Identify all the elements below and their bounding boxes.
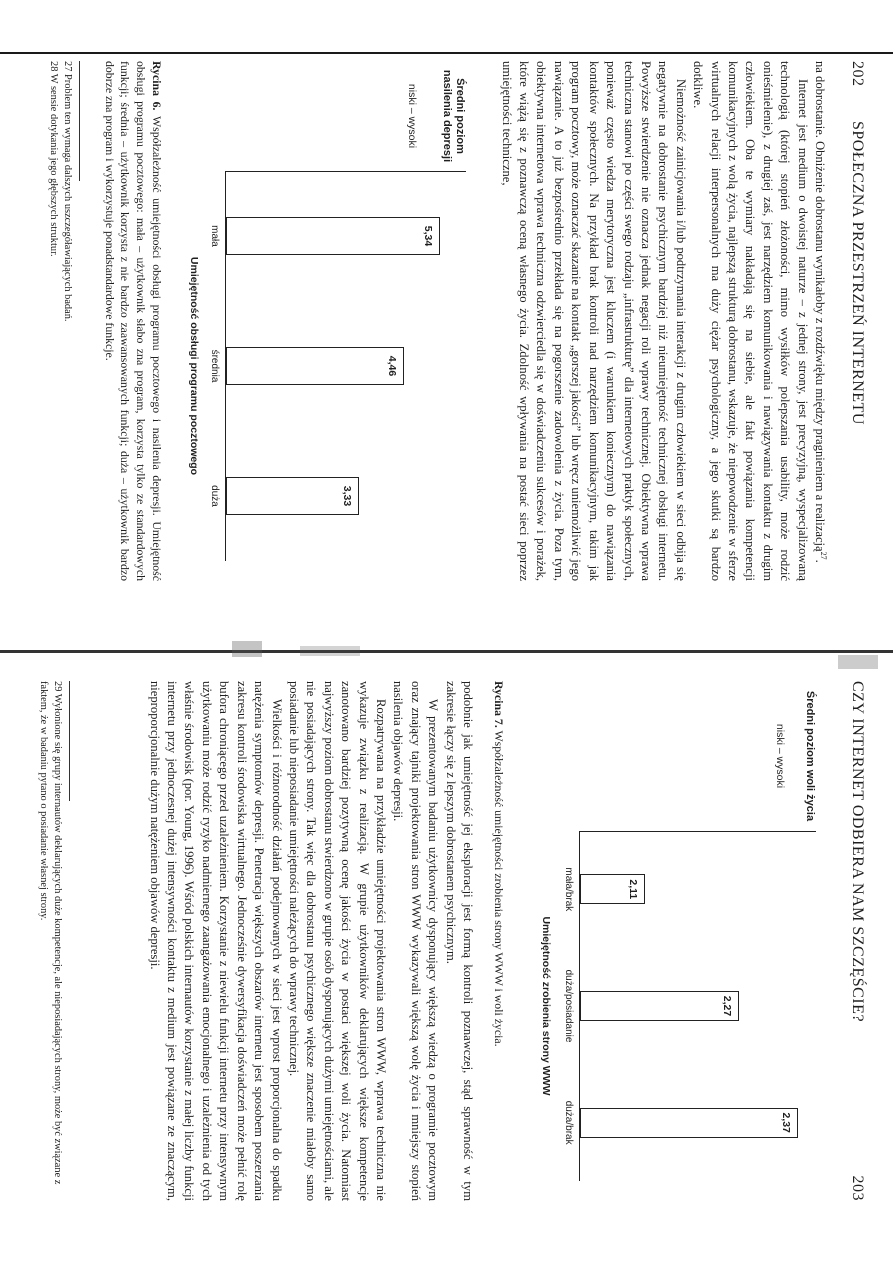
bar bbox=[580, 991, 739, 1021]
page-202 bbox=[16, 21, 876, 621]
paragraph: Internet jest medium o dwoistej naturze – z jednej strony, jest precyzyjną, wyspecjalizowaną technologią (której stopień złożoności, mimo wysiłków polepszania usability, może rodzić onieśmielenie), z drugiej zaś, jest narzędziem komunikowania i nawiązywania kontaktu z drugim człowiekiem. Oba te wymiary nakładają się na siebie, ale fakt powiązania kompetencji komunikacyjnych z wolą życia, najlepszą strukturą dobrostanu, wskazuje, że niepowodzenie w sferze wirtualnych relacji interpersonalnych ma duży ciężar psychologiczny, a jego skutki są bardzo dotkliwe. bbox=[691, 61, 810, 581]
paragraph: Wielkości i różnorodność działań podejmowanych w sieci jest wprost proporcjonalna do spadku natężenia symptomów depresji. Penetracja większych obszarów internetu jest sposobem poszerzania zakresu kontroli środowiska wirtualnego. Jednocześnie dywersyfikacja doświadczeń może pełnić rolę bufora chroniącego przed uzależnieniem. Korzystanie z niewielu funkcji internetu przy intensywnym użytkowaniu może rodzić ryzyko nadmiernego zaangażowania emocjonalnego i uzależnienia od tych właśnie środowisk (por. Young, 1996). Wśród polskich internautów korzystanie z małej liczby funkcji internetu przy jednoczesnej dużej intensywności kontaktu z medium jest powiązane ze znaczącym, nieproporcjonalnie dużym natężeniem objawów depresji. bbox=[147, 681, 284, 1201]
footnote: 28 W sensie dotykania jego głębszych struktur. bbox=[48, 61, 59, 257]
bar-value-label: 2,27 bbox=[721, 995, 734, 1017]
chart-subtitle: niski – wysoki bbox=[406, 83, 418, 149]
book-spread bbox=[16, 21, 876, 1241]
bar bbox=[226, 217, 440, 255]
chart-subtitle: niski – wysoki bbox=[774, 723, 786, 789]
running-header bbox=[840, 61, 866, 581]
paragraph: Rozpatrywana na przykładzie umiejętności projektowania stron WWW, wprawa techniczna nie wykazuje związku z realizacją. W grupie użytkowników deklarujących większe kompetencje zanotowano bardziej pozytywną ocenę jakości życia w postaci większej woli życia. Natomiast najwyższy poziom dobrostanu stwierdzono w grupie osób dysponujących dużymi umiejętnościami, ale nie posiadających strony. Tak więc dla dobrostanu psychicznego większe znaczenie miałoby samo posiadanie lub nieposiadanie umiejętności należących do wprawy technicznej. bbox=[286, 681, 388, 1201]
footnote: 29 Wyłonione się grupy internautów deklarujących duże kompetencje, ale nieposiadających strony, może być związane z faktem, że w badaniu pytano o posiadanie własnej strony. bbox=[38, 681, 63, 1185]
category-label: duża bbox=[209, 485, 220, 507]
running-header bbox=[840, 681, 866, 1201]
bar bbox=[226, 477, 359, 515]
paragraph: W prezentowanym badaniu użytkownicy dysponujący większą wiedzą o programie pocztowym oraz znający tajniki projektowania stron WWW wykazywali większą wolę życia i mniejszy stopień nasilenia objawów depresji. bbox=[391, 681, 441, 1201]
body-text bbox=[497, 61, 828, 581]
page-number: 202 bbox=[849, 61, 866, 87]
running-title: SPOŁECZNA PRZESTRZEŃ INTERNETU bbox=[849, 121, 866, 425]
category-label: mała bbox=[209, 225, 220, 247]
footnote-rule bbox=[79, 61, 80, 181]
chart-title: Średni poziom nasilenia depresji bbox=[441, 69, 466, 163]
paragraph: na dobrostanie. Obniżenie dobrostanu wynikałoby z rozdźwięku między pragnieniem a realizacją$^{27}$. bbox=[813, 61, 829, 563]
figure-caption bbox=[490, 681, 506, 1201]
x-axis-label: Umiejętność obsługi programu pocztowego bbox=[188, 256, 200, 476]
bar-value-label: 5,34 bbox=[421, 225, 434, 247]
category-label: mała/brak bbox=[563, 867, 574, 912]
footnote-rule bbox=[69, 681, 70, 801]
x-axis-label: Umiejętność zrobienia strony WWW bbox=[540, 916, 552, 1096]
caption-text: Współzależność umiejętności obsługi programu pocztowego i nasilenia depresji. Umiejętność obsługi programu pocztowego: mała – użytkownik słabo zna program, korzysta tylko ze standardowych funkcji; średnia – użytkownik korzysta z nie bardzo zaawansowanych funkcji; duża – użytkownik bardzo dobrze zna program i wykorzystuje ponadstandardowe funkcje. bbox=[102, 61, 164, 581]
caption-text: Współzależność umiejętności zrobienia strony WWW i woli życia. bbox=[492, 730, 506, 1047]
bar-value-label: 2,37 bbox=[780, 1112, 793, 1133]
footnotes bbox=[36, 681, 64, 1201]
body-text bbox=[145, 681, 476, 1201]
caption-label: Rycina 6. bbox=[150, 61, 164, 111]
bar-value-label: 3,33 bbox=[341, 485, 354, 507]
page-203 bbox=[16, 641, 876, 1241]
footnotes bbox=[46, 61, 74, 581]
chart-will-to-live bbox=[516, 681, 816, 1201]
paragraph: Niemożność zainicjowania i/lub podtrzymania interakcji z drugim człowiekiem w sieci odbija się negatywnie na dobrostanie psychicznym bardziej niż nieumiejętność technicznej obsługi internetu. Powyższe stwierdzenie nie oznacza jednak negacji roli wprawy technicznej. Obiektywna wprawa techniczna stanowi po części swego rodzaju „infrastrukturę” dla internetowych praktyk społecznych, ponieważ często wiedza merytoryczna jest kluczem (i warunkiem koniecznym) do nawiązania kontaktów społecznych. Na przykład brak kontroli nad narzędziem komunikacyjnym, takim jak program pocztowy, może oznaczać skazanie na kontakt „gorszej jakości” lub wręcz uniemożliwić jego nawiązanie. A to już bezpośrednio przekłada się na pogorszenie zadowolenia z życia. Poza tym, obiektywna internetowa wprawa techniczna odzwierciedla się w doświadczeniu sukcesów i porażek, które wiążą się z poznawczą oceną własnego życia. Zdolność wpływania na postać sieci poprzez umiejętności techniczne, bbox=[499, 61, 688, 581]
y-axis bbox=[226, 171, 466, 172]
bar bbox=[226, 347, 404, 385]
bar-value-label: 4,46 bbox=[386, 355, 399, 377]
footnote: 27 Problem ten wymaga dalszych uszczegóławiających badań. bbox=[62, 61, 73, 322]
caption-label: Rycina 7. bbox=[492, 681, 506, 728]
running-title: CZY INTERNET ODBIERA NAM SZCZĘŚCIE? bbox=[849, 681, 866, 1023]
category-label: średnia bbox=[209, 349, 220, 383]
chart-depression bbox=[176, 61, 466, 581]
category-label: duża/posiadanie bbox=[563, 969, 574, 1043]
figure-caption bbox=[101, 61, 164, 581]
bar-value-label: 2,11 bbox=[626, 879, 639, 900]
y-axis bbox=[580, 831, 816, 832]
bar bbox=[580, 1108, 798, 1138]
chart-title: Średni poziom woli życia bbox=[804, 690, 816, 822]
page-number: 203 bbox=[849, 1175, 866, 1201]
category-label: duża/brak bbox=[563, 1100, 574, 1145]
paragraph: podobnie jak umiejętność jej eksploracji jest formą kontroli poznawczej, stąd sprawność w tym zakresie łączy się z lepszym dobrostanem psychicznym. bbox=[443, 681, 475, 1201]
